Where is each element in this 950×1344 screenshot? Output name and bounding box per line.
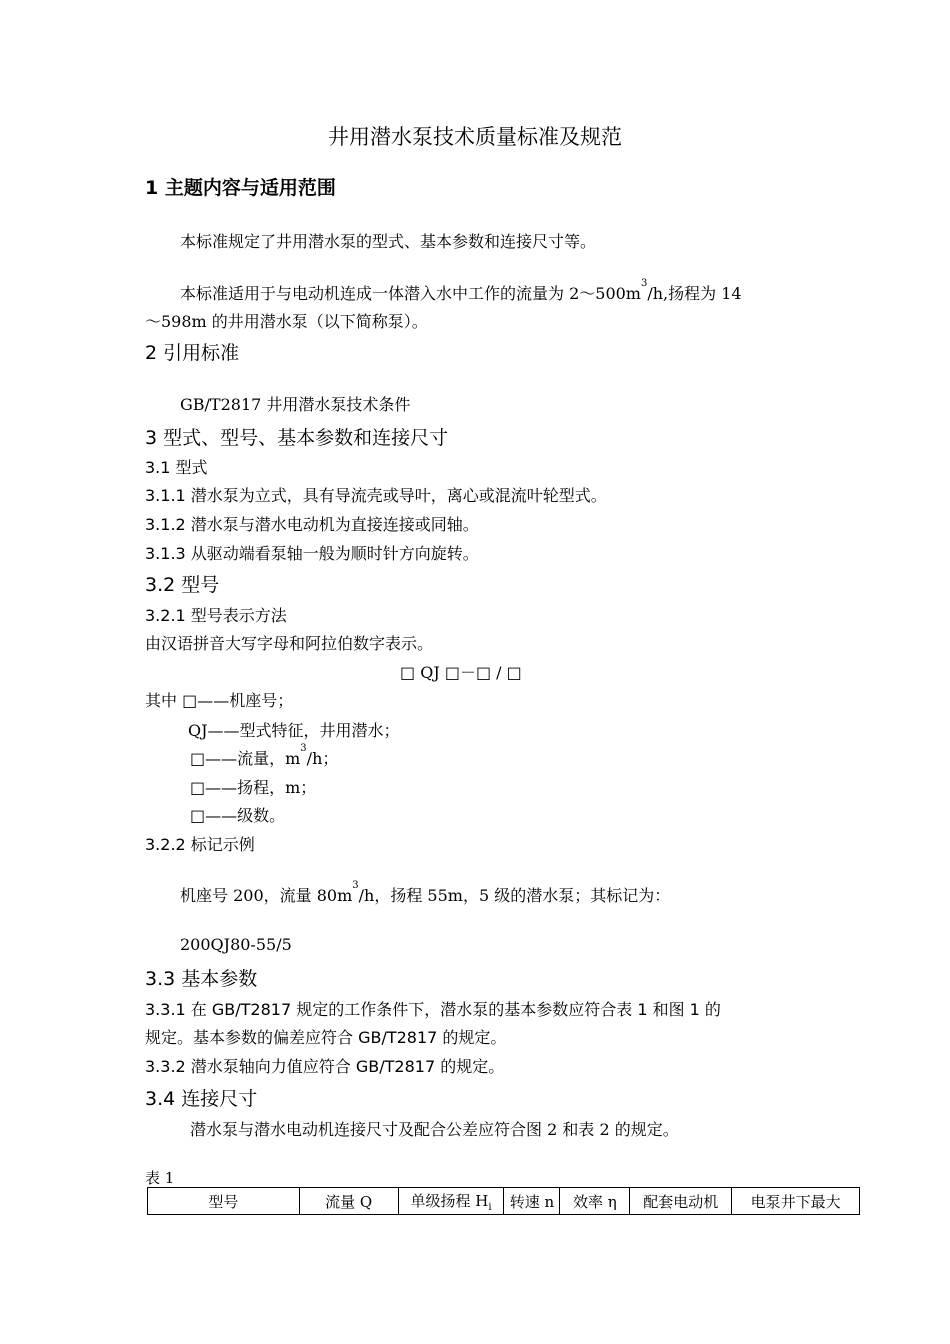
legend-flow: □——流量，$m^3/h$； bbox=[190, 743, 339, 768]
legend-base-number: 其中 □——机座号； bbox=[145, 691, 294, 710]
table-1 bbox=[147, 1187, 860, 1215]
section-1-paragraph-2-line-2: ～598m 的井用潜水泵（以下简称泵）。 bbox=[145, 312, 428, 331]
clause-3-3-1-line-2: 规定。基本参数的偏差应符合 GB/T2817 的规定。 bbox=[145, 1028, 507, 1047]
clause-3-3-1-line-1: 3.3.1 在 GB/T2817 规定的工作条件下，潜水泵的基本参数应符合表 1 和图 1 的 bbox=[145, 1000, 721, 1019]
section-1-heading: 1 主题内容与适用范围 bbox=[145, 177, 336, 199]
table-header-cell: 流量 Q bbox=[299, 1188, 398, 1215]
table-header-cell: 单级扬程 $H_i$ bbox=[398, 1188, 504, 1215]
section-1-paragraph-2-line-1: 本标准适用于与电动机连成一体潜入水中工作的流量为 $2\sim 500m^3/h$,扬程为 14 bbox=[180, 278, 742, 303]
model-formula: □ QJ □－□ / □ bbox=[400, 663, 522, 682]
clause-3-1-1: 3.1.1 潜水泵为立式，具有导流壳或导叶，离心或混流叶轮型式。 bbox=[145, 486, 607, 505]
table-header-cell: 电泵井下最大 bbox=[732, 1188, 860, 1215]
clause-3-1-3: 3.1.3 从驱动端看泵轴一般为顺时针方向旋转。 bbox=[145, 544, 479, 563]
table-header-cell: 转速 n bbox=[504, 1188, 560, 1215]
table-header-row bbox=[148, 1188, 860, 1215]
table-header-cell: 效率 η bbox=[560, 1188, 630, 1215]
section-3-4-heading: 3.4 连接尺寸 bbox=[145, 1088, 258, 1110]
model-description: 由汉语拼音大写字母和阿拉伯数字表示。 bbox=[145, 634, 434, 653]
section-3-3-heading: 3.3 基本参数 bbox=[145, 968, 258, 990]
clause-3-2-1: 3.2.1 型号表示方法 bbox=[145, 606, 287, 625]
clause-3-3-2: 3.3.2 潜水泵轴向力值应符合 GB/T2817 的规定。 bbox=[145, 1057, 505, 1076]
reference-standard: GB/T2817 井用潜水泵技术条件 bbox=[180, 395, 411, 414]
marking-example-code: 200QJ80-55/5 bbox=[180, 935, 292, 954]
clause-3-2-2: 3.2.2 标记示例 bbox=[145, 835, 255, 854]
table-header-cell: 型号 bbox=[148, 1188, 300, 1215]
section-3-1-heading: 3.1 型式 bbox=[145, 458, 208, 477]
legend-type-code: QJ——型式特征，井用潜水； bbox=[188, 721, 400, 740]
table-header-cell: 配套电动机 bbox=[630, 1188, 732, 1215]
table-1-caption: 表 1 bbox=[145, 1169, 175, 1187]
section-1-paragraph-1: 本标准规定了井用潜水泵的型式、基本参数和连接尺寸等。 bbox=[180, 232, 597, 251]
section-3-heading: 3 型式、型号、基本参数和连接尺寸 bbox=[145, 427, 449, 449]
legend-stage: □——级数。 bbox=[190, 806, 286, 825]
section-2-heading: 2 引用标准 bbox=[145, 342, 240, 364]
clause-3-1-2: 3.1.2 潜水泵与潜水电动机为直接连接或同轴。 bbox=[145, 515, 479, 534]
document-title: 井用潜水泵技术质量标准及规范 bbox=[328, 125, 622, 149]
section-3-2-heading: 3.2 型号 bbox=[145, 574, 220, 596]
legend-head: □——扬程，m； bbox=[190, 778, 317, 797]
clause-3-4-text: 潜水泵与潜水电动机连接尺寸及配合公差应符合图 2 和表 2 的规定。 bbox=[190, 1120, 679, 1139]
marking-example-text: 机座号 200，流量 $80m^3/h$，扬程 55m，5 级的潜水泵；其标记为： bbox=[180, 880, 671, 905]
